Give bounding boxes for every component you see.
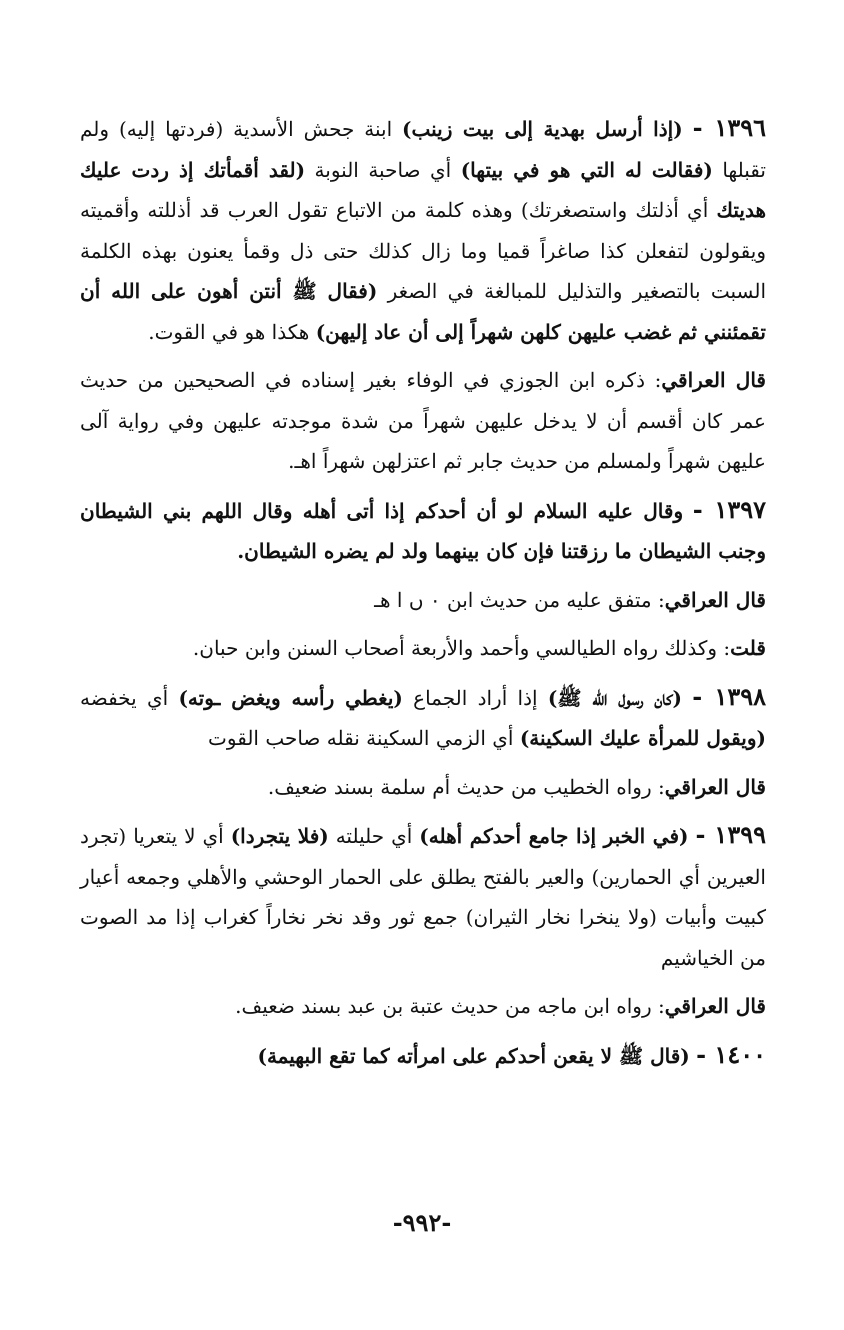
text-segment: أي أذلتك واستصغرتك) وهذه كلمة من الاتباع تقول العرب قد أذللته وأقميته ويقولون لتفعلن كذا صاغراً قميا وما زال كذلك حتى ذل وقمأ يعنون بهذه الكلمة السبت بالتصغير والتذليل للمبالغة في الصغر: [80, 198, 767, 303]
bold-text-segment: قال العراقي: [661, 368, 766, 392]
hadith-paragraph: [80, 1035, 766, 1077]
text-segment: : رواه ابن ماجه من حديث عتبة بن عبد بسند ضعيف.: [235, 994, 665, 1018]
bold-text-segment: (في الخبر إذا جامع أحدكم أهله): [419, 824, 689, 848]
commentary-paragraph: [80, 986, 766, 1027]
hadith-number: ١٣٩٧ -: [692, 494, 766, 524]
bold-text-segment: قال العراقي: [664, 994, 766, 1018]
text-segment: : رواه الخطيب من حديث أم سلمة بسند ضعيف.: [267, 774, 665, 799]
hadith-number: ١٣٩٨ -: [692, 681, 767, 711]
text-segment: أي لا يتعريا (تجرد العيرين أي الحمارين) والعير بالفتح يطلق على الحمار الوحشي والأهلي وجمعه أعيار كبيت وأبيات (ولا ينخرا نخار الثيران) جمع ثور وقد نخر نخاراً كغراب إذا مد الصوت من الخياشيم: [80, 824, 766, 970]
bold-text-segment: (قال ﷺ لا يقعن أحدكم على امرأته كما تقع البهيمة): [257, 1043, 690, 1068]
bold-text-segment: قلت: [730, 636, 766, 660]
text-segment: هكذا هو في القوت.: [148, 319, 316, 344]
commentary-paragraph: [80, 628, 766, 669]
text-segment: أي صاحبة النوبة: [305, 157, 461, 182]
bold-text-segment: (كان رسول الله ﷺ): [547, 685, 682, 710]
commentary-paragraph: [80, 767, 766, 808]
hadith-paragraph: [80, 677, 766, 759]
hadith-number: ١٤٠٠ -: [696, 1039, 766, 1069]
hadith-number: ١٣٩٦ -: [692, 113, 767, 142]
text-segment: ابنة جحش الأسدية (فردتها إليه) ولم تقبلها: [80, 117, 766, 182]
bold-text-segment: (ويقول للمرأة عليك السكينة): [519, 726, 766, 750]
text-segment: : ذكره ابن الجوزي في الوفاء بغير إسناده في الصحيحين من حديث عمر كان أقسم أن لا يدخل عليهن شهراً من شدة موجدته عليهن وفي رواية آلى عليهن شهراً ولمسلم من حديث جابر ثم اعتزلهن شهراً اهـ.: [80, 368, 766, 473]
bold-text-segment: (يغطي رأسه ويغض ـوته): [178, 685, 403, 710]
text-segment: : متفق عليه من حديث ابن ٠ ں ا هـ: [374, 587, 665, 612]
commentary-paragraph: [80, 360, 766, 482]
text-segment: : وكذلك رواه الطيالسي وأحمد والأربعة أصحاب السنن وابن حبان.: [192, 636, 731, 660]
text-segment: إذا أراد الجماع: [402, 685, 548, 710]
bold-text-segment: (إذا أرسل بهدية إلى بيت زينب): [402, 117, 683, 141]
hadith-paragraph: [80, 815, 766, 978]
text-segment: أي الزمي السكينة نقله صاحب القوت: [208, 726, 520, 750]
hadith-paragraph: [80, 108, 766, 352]
commentary-paragraph: [80, 580, 766, 621]
hadith-paragraph: [80, 490, 766, 572]
hadith-number: ١٣٩٩ -: [695, 820, 766, 849]
page-number: -٩٩٢-: [392, 1208, 452, 1237]
bold-text-segment: قال العراقي: [664, 774, 766, 799]
bold-text-segment: وقال عليه السلام لو أن أحدكم إذا أتى أهله وقال اللهم بني الشيطان وجنب الشيطان ما رزقتنا فإن كان بينهما ولد لم يضره الشيطان.: [80, 498, 766, 563]
bold-text-segment: (لقد أقمأتك إذ ردت عليك هديتك: [80, 157, 766, 222]
bold-text-segment: قال العراقي: [664, 587, 766, 612]
bold-text-segment: (فقال ﷺ أنتن أهون على الله أن تقمئنني ثم غضب عليهن كلهن شهراً إلى أن عاد إليهن): [80, 279, 766, 344]
page-content: [80, 108, 766, 1076]
text-segment: أي يخفضه: [80, 685, 179, 710]
text-segment: أي حليلته: [328, 824, 420, 848]
bold-text-segment: (فلا يتجردا): [230, 824, 329, 848]
bold-text-segment: (فقالت له التي هو في بيتها): [460, 157, 713, 182]
